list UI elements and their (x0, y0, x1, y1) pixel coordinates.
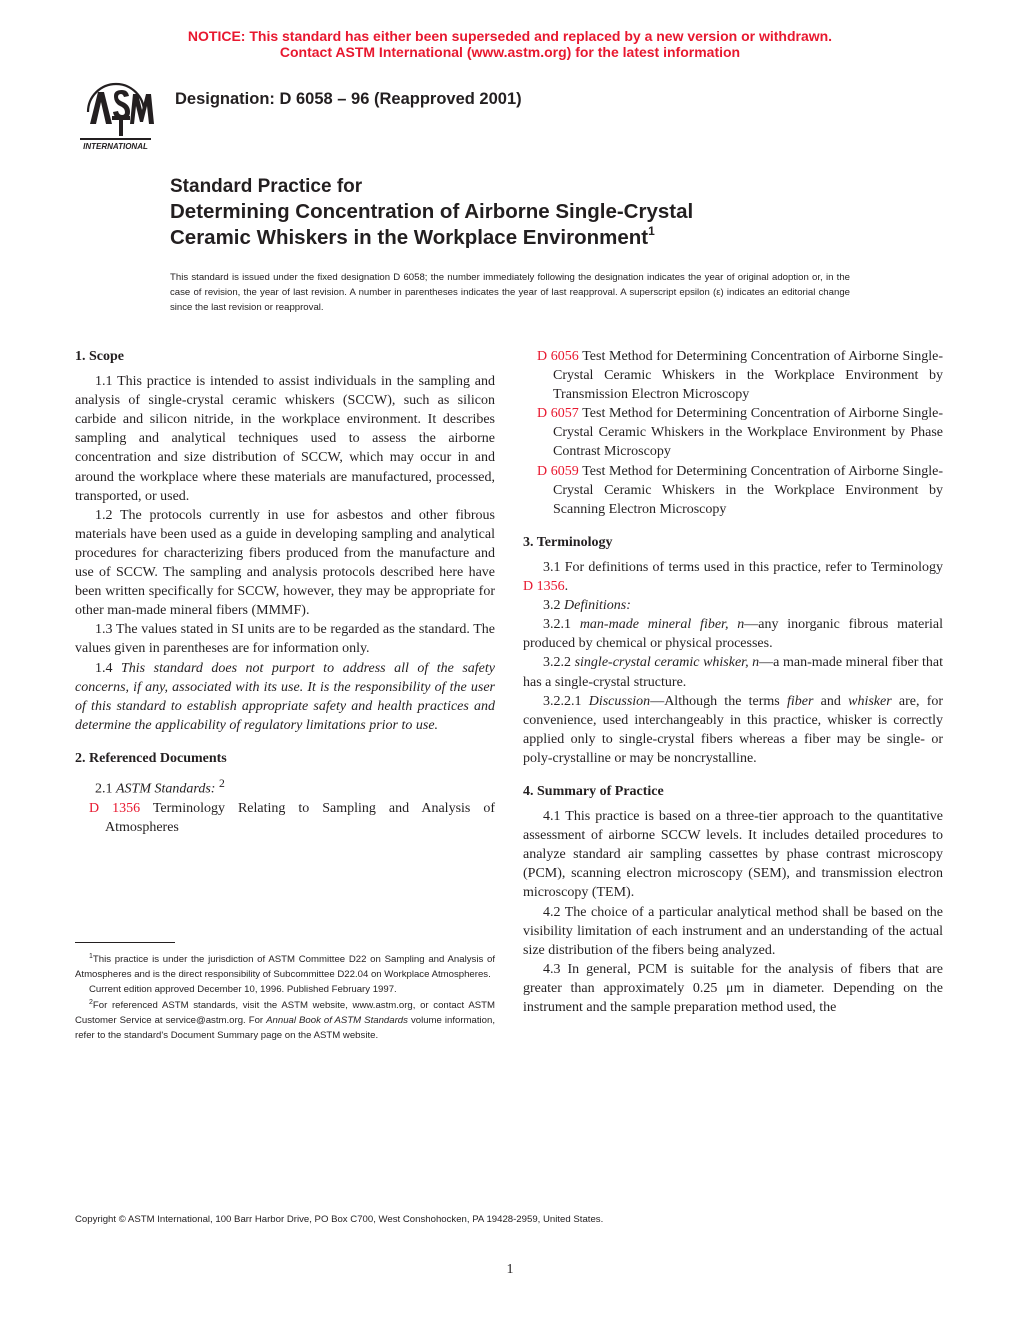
reference-d6056-link[interactable]: D 6056 (537, 349, 579, 364)
title-line-2 (170, 225, 870, 251)
title-line-1: Determining Concentration of Airborne Single-Crystal (170, 200, 694, 223)
document-title (170, 175, 870, 251)
para-3-2-1-num: 3.2.1 (543, 617, 571, 633)
footnote-2-text-b: volume information, refer to the standard's Document Summary page on the ASTM website. (75, 1014, 495, 1042)
para-1-3: 1.3 The values stated in SI units are to be regarded as the standard. The values given in parentheses are for information only. (75, 622, 495, 657)
discussion-text-b: are, for convenience, used interchangeably in this practice, whisker is correctly applied only to single-crystal fibers whereas a fiber may be single- or poly-crystalline or may be noncrystalline. (523, 693, 944, 766)
logo-wordmark: INTERNATIONAL (83, 142, 148, 151)
title-footnote-mark: 1 (648, 224, 655, 238)
definition-single-crystal-ceramic-whisker: —a man-made mineral fiber that has a single-crystal structure. (523, 655, 944, 690)
definitions-label: Definitions: (564, 598, 631, 614)
summary-of-practice-heading: 4. Summary of Practice (523, 783, 664, 799)
definition-man-made-mineral-fiber: —any inorganic fibrous material produced by chemical or physical processes. (523, 617, 944, 652)
para-1-4 (75, 659, 495, 735)
discussion-text-a: —Although the terms (650, 693, 780, 709)
para-3-2-1 (523, 615, 943, 653)
referenced-documents-heading: 2. Referenced Documents (75, 750, 227, 766)
para-2-1-num: 2.1 (95, 781, 113, 797)
term-fiber: fiber (786, 693, 814, 709)
para-3-1-end: . (564, 579, 569, 595)
astm-logo-mark (68, 72, 163, 152)
para-3-1-text: 3.1 For definitions of terms used in this practice, refer to Terminology (543, 559, 943, 575)
footnote-1-edition: Current edition approved December 10, 1996. Published February 1997. (89, 984, 397, 996)
para-3-1 (523, 558, 943, 596)
para-4-1: 4.1 This practice is based on a three-tier approach to the quantitative assessment of airborne SCCW levels. It includes detailed procedures to analyze standard air sampling cassettes by phase contrast microscopy (PCM), scanning electron microscopy (SEM), and transmission electron microscopy (TEM). (523, 809, 943, 901)
term-single-crystal-ceramic-whisker: single-crystal ceramic whisker, n (574, 655, 760, 671)
astm-standards-label: ASTM Standards: (116, 781, 216, 797)
para-4-2: 4.2 The choice of a particular analytical method shall be based on the visibility limitation of each instrument and an understanding of the actual size distribution of the fibers being analyzed. (523, 904, 943, 958)
footnote-2-mark: 2 (218, 776, 225, 790)
reference-d6059-title: Test Method for Determining Concentration of Airborne Single-Crystal Ceramic Whiskers in the Workplace Environment by Scanning Electron Microscopy (553, 463, 943, 517)
para-1-4-text: This standard does not purport to address all of the safety concerns, if any, associated with its use. It is the responsibility of the user of this standard to establish appropriate safety and health practices and determine the applicability of regulatory limitations prior to use. (75, 660, 495, 733)
astm-logo (68, 72, 163, 152)
footnote-2-text-a: For referenced ASTM standards, visit the ASTM website, www.astm.org, or contact ASTM Customer Service at service@astm.org. For (75, 999, 495, 1026)
reference-d6057 (523, 404, 943, 461)
terminology-d1356-link[interactable]: D 1356 (523, 579, 565, 595)
title-kicker: Standard Practice for (170, 176, 363, 197)
discussion-and: and (820, 693, 841, 709)
reference-d6057-link[interactable]: D 6057 (537, 406, 579, 422)
para-3-2-2-num: 3.2.2 (543, 655, 571, 671)
para-2-1 (75, 774, 495, 799)
footnote-divider (75, 942, 175, 943)
footnote-1-mark: 1 (89, 953, 93, 960)
term-whisker: whisker (848, 693, 892, 709)
para-3-2 (523, 596, 943, 615)
title-line-2-text: Ceramic Whiskers in the Workplace Environment (170, 226, 649, 249)
reference-d6057-title: Test Method for Determining Concentration of Airborne Single-Crystal Ceramic Whiskers in the Workplace Environment by Phase Contrast Microscopy (553, 406, 943, 460)
notice-line-2: Contact ASTM International (www.astm.org) for the latest information (279, 44, 741, 60)
reference-d6059 (523, 462, 943, 519)
left-column (75, 347, 495, 837)
discussion-label: Discussion (588, 693, 651, 709)
right-column (523, 347, 943, 1017)
footnotes (75, 952, 495, 1043)
issuance-statement: This standard is issued under the fixed designation D 6058; the number immediately following the designation indicates the year of original adoption or, in the case of revision, the year of last revision. A number in parentheses indicates the year of last reapproval. A superscript epsilon (ε) indicates an editorial change since the last revision or reapproval. (170, 272, 850, 313)
footnote-2 (75, 998, 495, 1044)
footnote-2-mark-bottom: 2 (89, 998, 93, 1006)
reference-d6059-link[interactable]: D 6059 (537, 463, 579, 479)
title-main (170, 199, 870, 251)
para-3-2-num: 3.2 (543, 598, 561, 614)
page-number: 1 (506, 1262, 514, 1277)
reference-d1356-title: Terminology Relating to Sampling and Analysis of Atmospheres (105, 800, 496, 835)
footnote-2-annual-book: Annual Book of ASTM Standards (266, 1014, 408, 1026)
para-3-2-2-1 (523, 692, 943, 768)
footnote-1 (75, 952, 495, 982)
reference-d1356-link[interactable]: D 1356 (89, 800, 141, 816)
para-1-2: 1.2 The protocols currently in use for asbestos and other fibrous materials have been used as a guide in developing sampling and analytical procedures for characterizing fibers produced from the manufacture and use of SCCW. The sampling and analysis protocols described here have been written specifically for SCCW, however, they may be appropriate for other man-made mineral fibers (MMMF). (75, 507, 495, 619)
reference-d6056 (523, 347, 943, 404)
para-1-1: 1.1 This practice is intended to assist individuals in the sampling and analysis of single-crystal ceramic whiskers (SCCW), such as silicon carbide and silicon nitride, in the workplace environment. It describes sampling and analytical techniques used to assess the airborne concentration and size distribution of SCCW, which may occur in and around the workplace where these materials are manufactured, processed, transported, or used. (75, 374, 495, 504)
scope-heading: 1. Scope (75, 349, 124, 364)
notice-line-1: NOTICE: This standard has either been superseded and replaced by a new version or withdrawn. (187, 28, 833, 44)
copyright-line: Copyright © ASTM International, 100 Barr Harbor Drive, PO Box C700, West Conshohocken, PA 19428-2959, United States. (75, 1214, 604, 1225)
withdrawal-notice (0, 28, 1020, 60)
reference-d1356 (75, 799, 495, 837)
footnote-1-text: This practice is under the jurisdiction of ASTM Committee D22 on Sampling and Analysis of Atmospheres and is the direct responsibility of Subcommittee D22.04 on Workplace Atmospheres. (75, 954, 495, 981)
designation: Designation: D 6058 – 96 (Reapproved 2001) (175, 90, 522, 108)
terminology-heading: 3. Terminology (523, 534, 613, 550)
para-1-4-num: 1.4 (95, 660, 113, 676)
para-3-2-2-1-num: 3.2.2.1 (543, 693, 582, 709)
para-4-3: 4.3 In general, PCM is suitable for the analysis of fibers that are greater than approximately 0.25 μm in diameter. Depending on the instrument and the sample preparation method used, the (523, 961, 943, 1015)
para-3-2-2 (523, 653, 943, 691)
reference-d6056-title: Test Method for Determining Concentration of Airborne Single-Crystal Ceramic Whiskers in the Workplace Environment by Transmission Electron Microscopy (553, 349, 943, 403)
term-man-made-mineral-fiber: man-made mineral fiber, n (579, 617, 745, 633)
